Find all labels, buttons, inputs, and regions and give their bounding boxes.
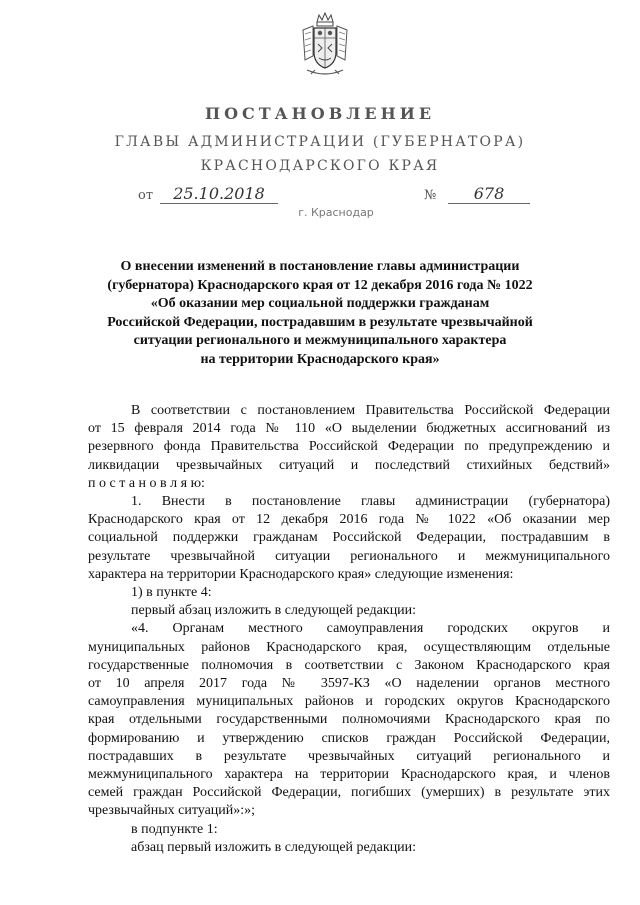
- body-line: социальной поддержки гражданам Российской Федерации, пострадавшим в: [88, 530, 610, 546]
- quote-line: муниципальных районов Краснодарского края, осуществляющим отдельные: [88, 639, 610, 655]
- body-line: от 15 февраля 2014 года № 110 «О выделении бюджетных ассигнований из: [88, 421, 610, 437]
- subitem-label: 1) в пункте 4:: [131, 585, 212, 601]
- body-line: характера на территории Краснодарского края» следующие изменения:: [88, 566, 514, 582]
- quote-line: межмуниципального характера на территории Краснодарского края, и членов: [88, 767, 610, 783]
- document-number: 678: [448, 184, 530, 204]
- body-line: Краснодарского края от 12 декабря 2016 года № 1022 «Об оказании мер: [88, 512, 610, 528]
- date-number-row: [0, 184, 640, 208]
- title-line: Российской Федерации, пострадавшим в результате чрезвычайной: [107, 314, 533, 330]
- title-line: «Об оказании мер социальной поддержки гражданам: [150, 296, 490, 312]
- quote-line: пострадавших в результате чрезвычайных ситуаций регионального и: [88, 748, 610, 764]
- city-label: г. Краснодар: [298, 206, 374, 219]
- body-line: результате чрезвычайной ситуации регионального и межмуниципального: [88, 548, 610, 564]
- quote-line: семей граждан Российской Федерации, погибших (умерших) в результате этих: [88, 785, 610, 801]
- quote-line: чрезвычайных ситуаций»:»;: [88, 803, 256, 819]
- document-type-heading: ПОСТАНОВЛЕНИЕ: [204, 104, 436, 123]
- resolution-word: п о с т а н о в л я ю:: [88, 475, 205, 491]
- title-line: на территории Краснодарского края»: [200, 351, 440, 367]
- quote-line: самоуправления муниципальных районов и городских округов Краснодарского: [88, 694, 610, 710]
- document-body: [88, 402, 610, 857]
- body-line: 1. Внести в постановление главы администрации (губернатора): [131, 494, 610, 510]
- subpoint-label: в подпункте 1:: [131, 821, 218, 837]
- title-line: (губернатора) Краснодарского края от 12 декабря 2016 года № 1022: [107, 277, 533, 293]
- quote-line: от 10 апреля 2017 года № 3597-КЗ «О наделении органов местного: [88, 676, 610, 692]
- issuer-heading-line2: КРАСНОДАРСКОГО КРАЯ: [200, 158, 440, 174]
- date-label: от: [138, 188, 154, 203]
- body-line: ликвидации чрезвычайных ситуаций и последствий стихийных бедствий»: [88, 457, 610, 473]
- title-line: О внесении изменений в постановление главы администрации: [120, 259, 520, 274]
- subpoint-text: абзац первый изложить в следующей редакции:: [131, 839, 417, 855]
- quote-line: «4. Органам местного самоуправления городских округов и: [131, 621, 610, 637]
- number-label: №: [424, 188, 437, 203]
- title-line: ситуации регионального и межмуниципального характера: [133, 333, 507, 349]
- issuer-heading-line1: ГЛАВЫ АДМИНИСТРАЦИИ (ГУБЕРНАТОРА): [114, 134, 526, 150]
- document-title: [90, 258, 550, 370]
- quote-line: формированию и утверждению списков граждан Российской Федерации,: [88, 730, 610, 746]
- body-line: резервного фонда Правительства Российской Федерации по предупреждению и: [88, 439, 610, 455]
- quote-line: государственные полномочия в соответствии с Законом Краснодарского края: [88, 657, 610, 673]
- coat-of-arms-emblem: [299, 12, 351, 80]
- quote-line: края отдельными государственными полномочиями Краснодарского края по: [88, 712, 610, 728]
- subitem-text: первый абзац изложить в следующей редакции:: [131, 603, 417, 619]
- body-line: В соответствии с постановлением Правительства Российской Федерации: [131, 403, 610, 418]
- document-date: 25.10.2018: [160, 184, 278, 204]
